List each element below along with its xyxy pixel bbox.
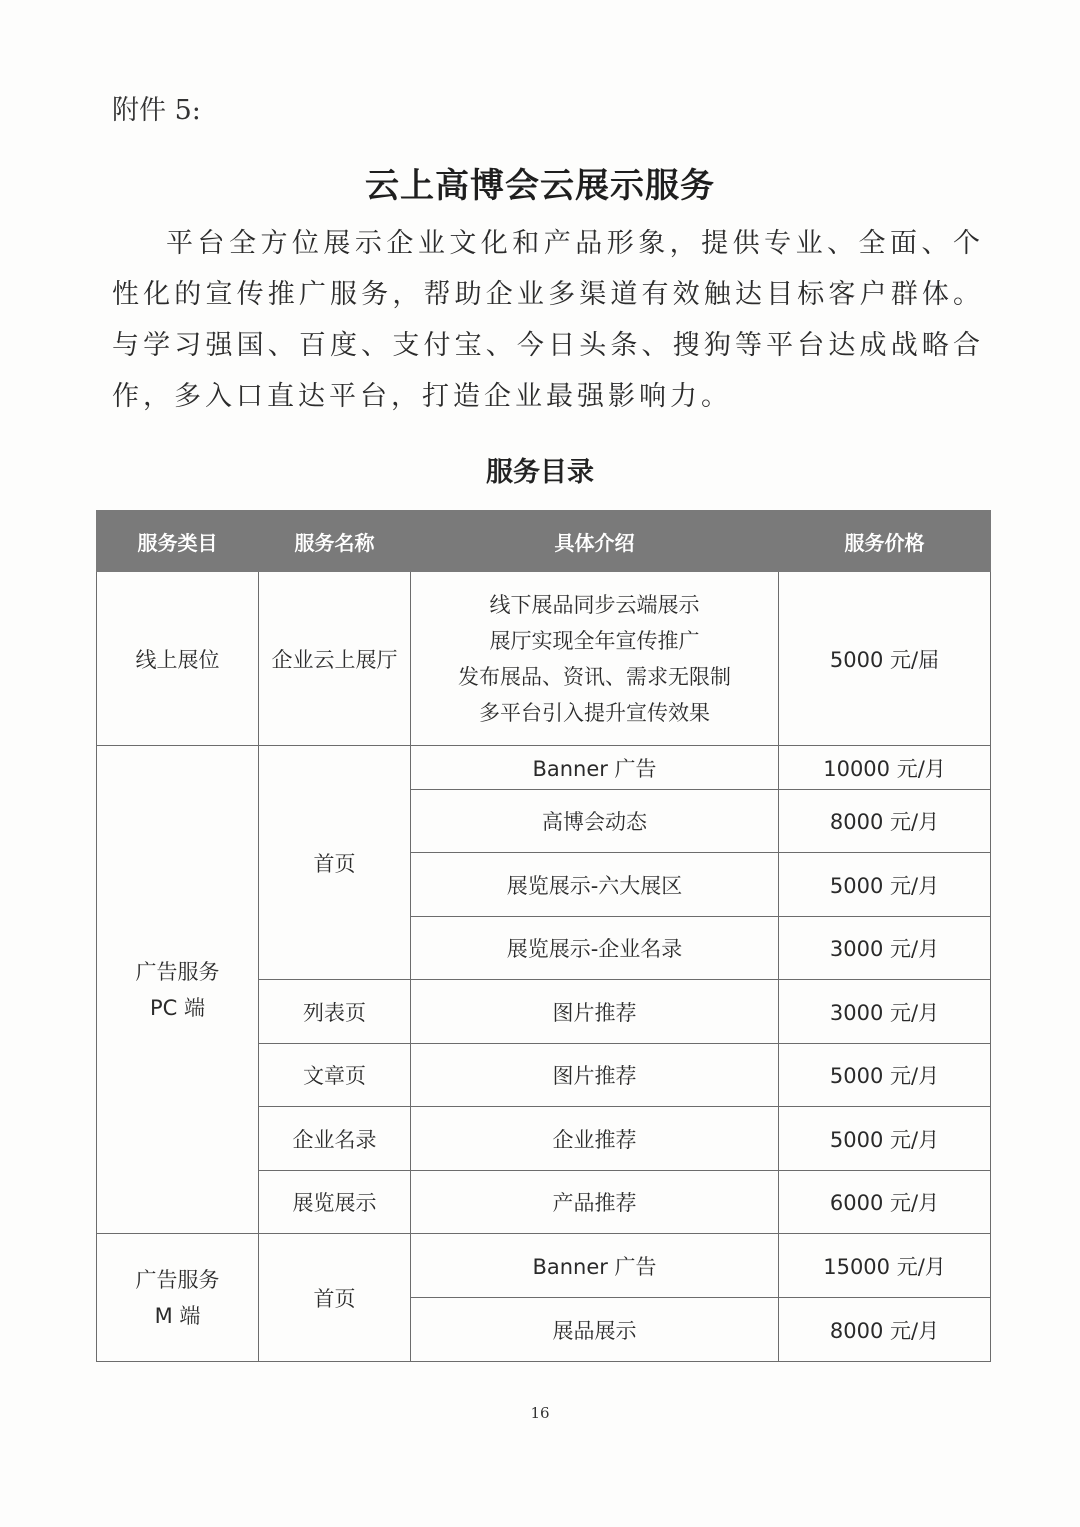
service-name-cell: 文章页 xyxy=(259,1044,411,1107)
category-cell xyxy=(97,746,259,1234)
price-cell: 5000 元/月 xyxy=(779,1107,991,1171)
table-header-row xyxy=(97,511,991,572)
price-cell: 3000 元/月 xyxy=(779,980,991,1044)
price-cell: 6000 元/月 xyxy=(779,1171,991,1234)
intro-paragraph: 平台全方位展示企业文化和产品形象，提供专业、全面、个性化的宣传推广服务，帮助企业多渠道有效触达目标客户群体。与学习强国、百度、支付宝、今日头条、搜狗等平台达成战略合作，多入口直达平台，打造企业最强影响力。 xyxy=(112,228,984,412)
attachment-label: 附件 5: xyxy=(112,95,201,126)
detail-cell: 展览展示-企业名录 xyxy=(411,917,779,980)
price-cell: 5000 元/届 xyxy=(779,572,991,746)
detail-cell: 展览展示-六大展区 xyxy=(411,853,779,917)
price-cell: 8000 元/月 xyxy=(779,1298,991,1362)
table-row xyxy=(97,572,991,746)
service-name-cell: 首页 xyxy=(259,746,411,980)
service-name-cell: 列表页 xyxy=(259,980,411,1044)
price-cell: 3000 元/月 xyxy=(779,917,991,980)
service-name-cell: 企业云上展厅 xyxy=(259,572,411,746)
category-cell xyxy=(97,1234,259,1362)
page-number: 16 xyxy=(530,1404,550,1422)
service-name-cell: 首页 xyxy=(259,1234,411,1362)
detail-cell: 图片推荐 xyxy=(411,980,779,1044)
column-header-name: 服务名称 xyxy=(259,511,411,572)
detail-cell: 图片推荐 xyxy=(411,1044,779,1107)
detail-cell: 产品推荐 xyxy=(411,1171,779,1234)
detail-line: 线下展品同步云端展示 xyxy=(489,592,700,617)
service-name-cell: 展览展示 xyxy=(259,1171,411,1234)
price-cell: 15000 元/月 xyxy=(779,1234,991,1298)
detail-line: 发布展品、资讯、需求无限制 xyxy=(458,664,731,689)
page-title: 云上高博会云展示服务 xyxy=(365,166,715,206)
price-cell: 5000 元/月 xyxy=(779,853,991,917)
column-header-price: 服务价格 xyxy=(779,511,991,572)
catalog-title: 服务目录 xyxy=(486,457,594,488)
detail-cell: 展品展示 xyxy=(411,1298,779,1362)
category-line: PC 端 xyxy=(149,995,205,1020)
detail-line: 多平台引入提升宣传效果 xyxy=(479,700,710,725)
detail-cell: 高博会动态 xyxy=(411,790,779,853)
column-header-detail: 具体介绍 xyxy=(411,511,779,572)
column-header-category: 服务类目 xyxy=(97,511,259,572)
category-line: M 端 xyxy=(154,1303,201,1328)
table-row xyxy=(97,1234,991,1298)
detail-cell xyxy=(411,572,779,746)
price-cell: 8000 元/月 xyxy=(779,790,991,853)
service-catalog-table xyxy=(96,510,991,1362)
table-row xyxy=(97,746,991,790)
category-line: 广告服务 xyxy=(135,959,220,984)
detail-cell: 企业推荐 xyxy=(411,1107,779,1171)
category-cell: 线上展位 xyxy=(97,572,259,746)
category-line: 广告服务 xyxy=(135,1267,220,1292)
service-name-cell: 企业名录 xyxy=(259,1107,411,1171)
detail-cell: Banner 广告 xyxy=(411,1234,779,1298)
detail-cell: Banner 广告 xyxy=(411,746,779,790)
price-cell: 10000 元/月 xyxy=(779,746,991,790)
price-cell: 5000 元/月 xyxy=(779,1044,991,1107)
detail-line: 展厅实现全年宣传推广 xyxy=(489,628,700,653)
